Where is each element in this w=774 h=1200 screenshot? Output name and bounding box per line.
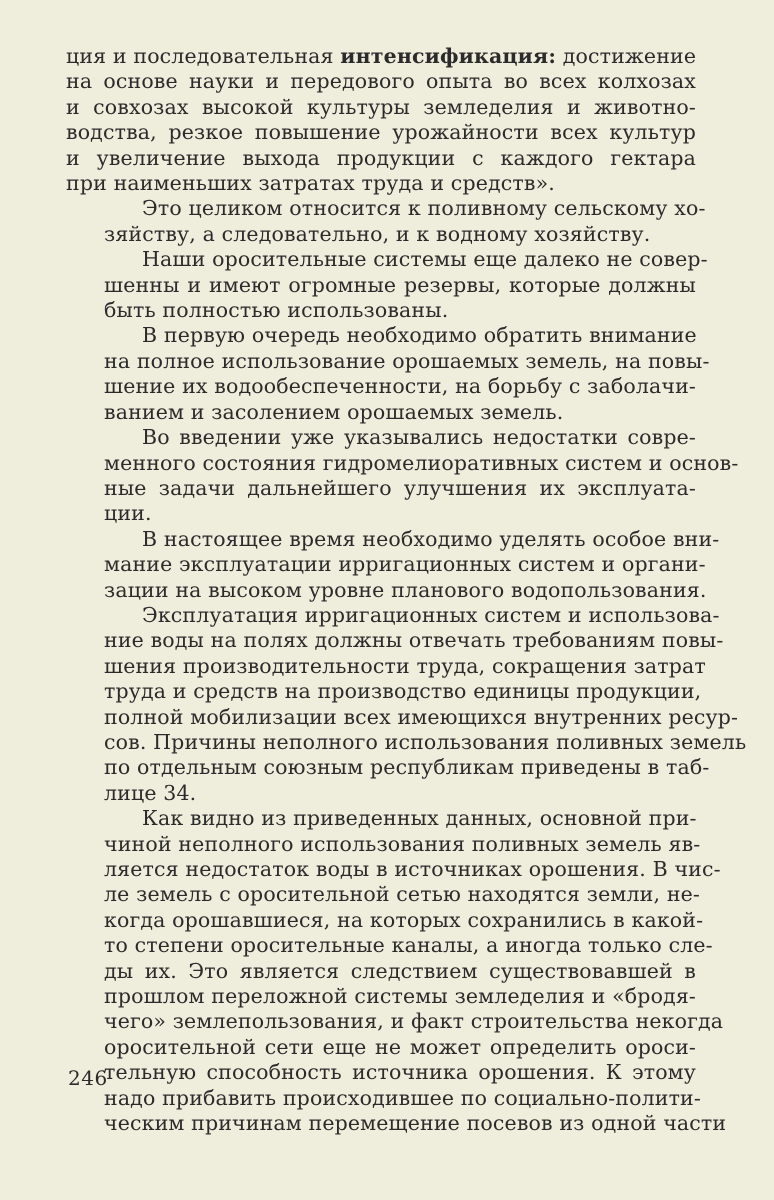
- text-line: чего» землепользования, и факт строительства некогда: [104, 1009, 724, 1034]
- text-line: то степени оросительные каналы, а иногда только сле-: [104, 933, 713, 958]
- text-line: В настоящее время необходимо уделять особое вни-: [142, 526, 720, 551]
- text-line: Во введении уже указывались недостатки совре-: [142, 425, 696, 450]
- text-line: ние воды на полях должны отвечать требованиям повы-: [104, 628, 724, 653]
- text-line: при наименьших затратах труда и средств».: [66, 171, 555, 196]
- text-line: быть полностью использованы.: [104, 298, 449, 323]
- text-line: на полное использование орошаемых земель, на повы-: [104, 348, 710, 373]
- text-line: когда орошавшиеся, на которых сохранились в какой-: [104, 907, 704, 932]
- text-line: чиной неполного использования поливных земель яв-: [104, 831, 701, 856]
- bold-term: интенсификация:: [340, 44, 557, 68]
- text-line: надо прибавить происходившее по социально-полити-: [104, 1085, 701, 1110]
- text-line: ные задачи дальнейшего улучшения их эксплуата-: [104, 475, 696, 500]
- text-line: и увеличение выхода продукции с каждого гектара: [66, 145, 696, 170]
- text-line: Как видно из приведенных данных, основной при-: [142, 806, 697, 831]
- text-line: шение их водообеспеченности, на борьбу с заболачи-: [104, 374, 696, 399]
- text-line: оросительной сети еще не может определить ороси-: [104, 1034, 696, 1059]
- text-line: Наши оросительные системы еще далеко не совер-: [142, 247, 708, 272]
- text-line: и совхозах высокой культуры земледелия и животно-: [66, 94, 696, 119]
- text-line: Это целиком относится к поливному сельскому хо-: [142, 196, 706, 221]
- text-line: менного состояния гидромелиоративных систем и основ-: [104, 450, 739, 475]
- text-line: ческим причинам перемещение посевов из одной части: [104, 1111, 727, 1136]
- paragraph-6: [66, 526, 720, 603]
- page-text: [66, 44, 747, 1136]
- text-line: полной мобилизации всех имеющихся внутренних ресур-: [104, 704, 739, 729]
- text-line: ды их. Это является следствием существовавшей в: [104, 958, 696, 983]
- text-line: прошлом переложной системы земледелия и «бродя-: [104, 984, 696, 1009]
- text-line: на основе науки и передового опыта во всех колхозах: [66, 69, 696, 94]
- text-line: лице 34.: [104, 780, 197, 805]
- text-line: шения производительности труда, сокращения затрат: [104, 653, 706, 678]
- text-line: В первую очередь необходимо обратить внимание: [142, 323, 697, 348]
- paragraph-4: [66, 323, 710, 425]
- text-line: ле земель с оросительной сетью находятся земли, не-: [104, 882, 700, 907]
- text-line: ванием и засолением орошаемых земель.: [104, 399, 564, 424]
- paragraph-2: [66, 196, 706, 247]
- text-line: зации на высоком уровне планового водопользования.: [104, 577, 707, 602]
- paragraph-1: [66, 44, 696, 196]
- text-line: шенны и имеют огромные резервы, которые должны: [104, 272, 696, 297]
- text-line: Эксплуатация ирригационных систем и использова-: [142, 602, 720, 627]
- text-line: ляется недостаток воды в источниках орошения. В чис-: [104, 857, 721, 881]
- paragraph-7: [66, 602, 747, 806]
- paragraph-3: [66, 247, 708, 323]
- paragraph-5: [66, 425, 739, 527]
- text-line: тельную способность источника орошения. К этому: [104, 1060, 696, 1085]
- paragraph-8: [66, 806, 727, 1136]
- text-line: водства, резкое повышение урожайности всех культур: [66, 120, 696, 145]
- text-run: ция и последовательная: [66, 44, 341, 68]
- text-line: зяйству, а следовательно, и к водному хозяйству.: [104, 221, 651, 246]
- text-line: [66, 44, 696, 69]
- text-line: труда и средств на производство единицы продукции,: [104, 679, 702, 704]
- text-run: достижение: [556, 44, 697, 68]
- text-line: мание эксплуатации ирригационных систем и органи-: [104, 552, 706, 577]
- page-number: 246: [68, 1066, 108, 1090]
- text-line: ции.: [104, 501, 152, 526]
- text-line: сов. Причины неполного использования поливных земель: [104, 729, 747, 754]
- text-line: по отдельным союзным республикам приведены в таб-: [104, 755, 710, 780]
